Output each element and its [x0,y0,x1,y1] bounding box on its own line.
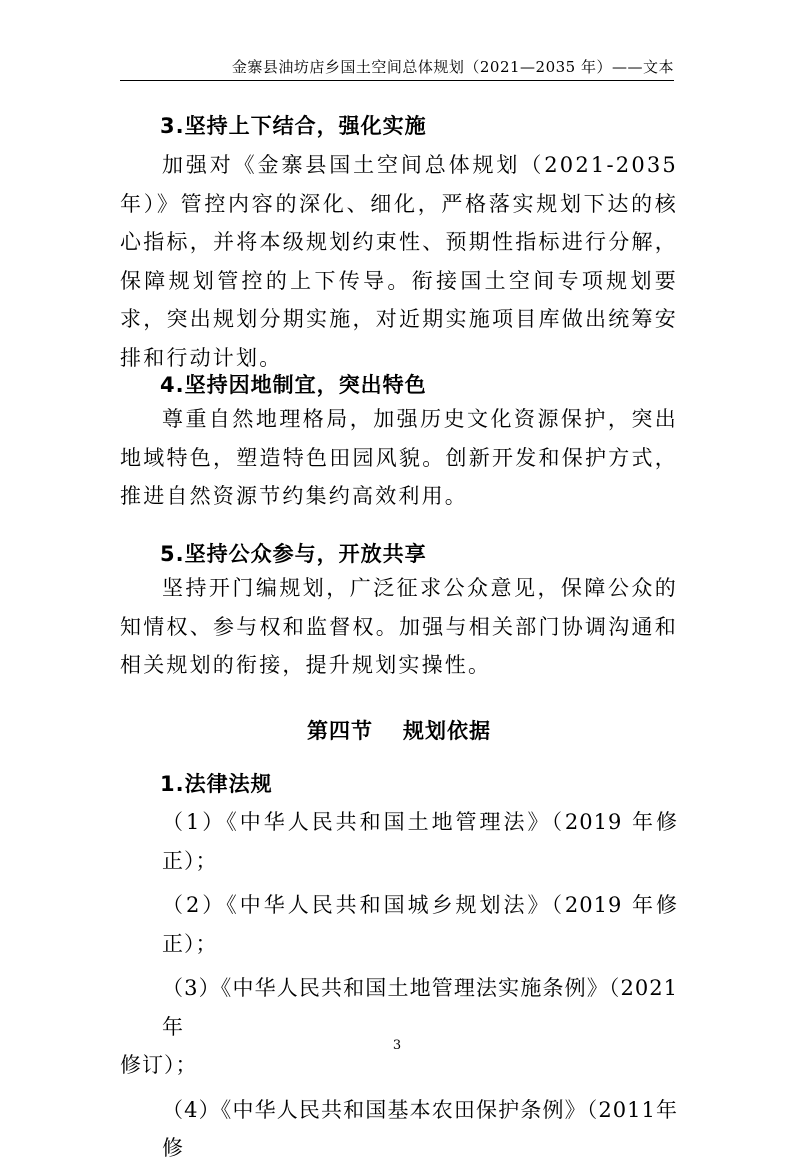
paragraph: 坚持开门编规划，广泛征求公众意见，保障公众的知情权、参与权和监督权。加强与相关部门协调沟通和相关规划的衔接，提升规划实操性。 [120,576,678,677]
section-5 [120,540,678,568]
list-item: （2）《中华人民共和国城乡规划法》（2019 年修正）； [162,893,678,956]
section-heading: 4.坚持因地制宜，突出特色 [160,373,427,397]
chapter-section-label: 第四节 [307,719,373,743]
paragraph: 尊重自然地理格局，加强历史文化资源保护，突出地域特色，塑造特色田园风貌。创新开发和保护方式，推进自然资源节约集约高效利用。 [120,407,678,508]
section-3-body [120,146,678,377]
chapter-heading [120,717,678,745]
section-5-body [120,569,678,685]
section-3 [120,112,678,140]
section-4-body [120,400,678,516]
page-header [120,54,674,81]
list-item: （1）《中华人民共和国土地管理法》（2019 年修正）； [162,810,678,873]
page-number [0,1038,794,1053]
section-heading: 3.坚持上下结合，强化实施 [160,114,427,138]
chapter-section-title: 规划依据 [403,719,491,743]
list-item: （3）《中华人民共和国土地管理法实施条例》（2021年 [162,976,678,1039]
list-item-continuation: 修订）； [120,1053,198,1077]
page-number-text: 3 [392,1038,402,1053]
section-heading: 5.坚持公众参与，开放共享 [160,542,427,566]
section-4 [120,371,678,399]
laws-heading: 1.法律法规 [160,772,273,796]
header-title: 金寨县油坊店乡国土空间总体规划（2021—2035 年）——文本 [231,58,674,76]
paragraph: 加强对《金寨县国土空间总体规划（2021-2035年）》管控内容的深化、细化，严格落实规划下达的核心指标，并将本级规划约束性、预期性指标进行分解，保障规划管控的上下传导。衔接国土空间专项规划要求，突出规划分期实施，对近期实施项目库做出统筹安排和行动计划。 [120,153,678,370]
laws-list [120,803,678,1168]
list-item: （4）《中华人民共和国基本农田保护条例》（2011年修 [162,1097,678,1160]
laws-section [120,770,678,798]
